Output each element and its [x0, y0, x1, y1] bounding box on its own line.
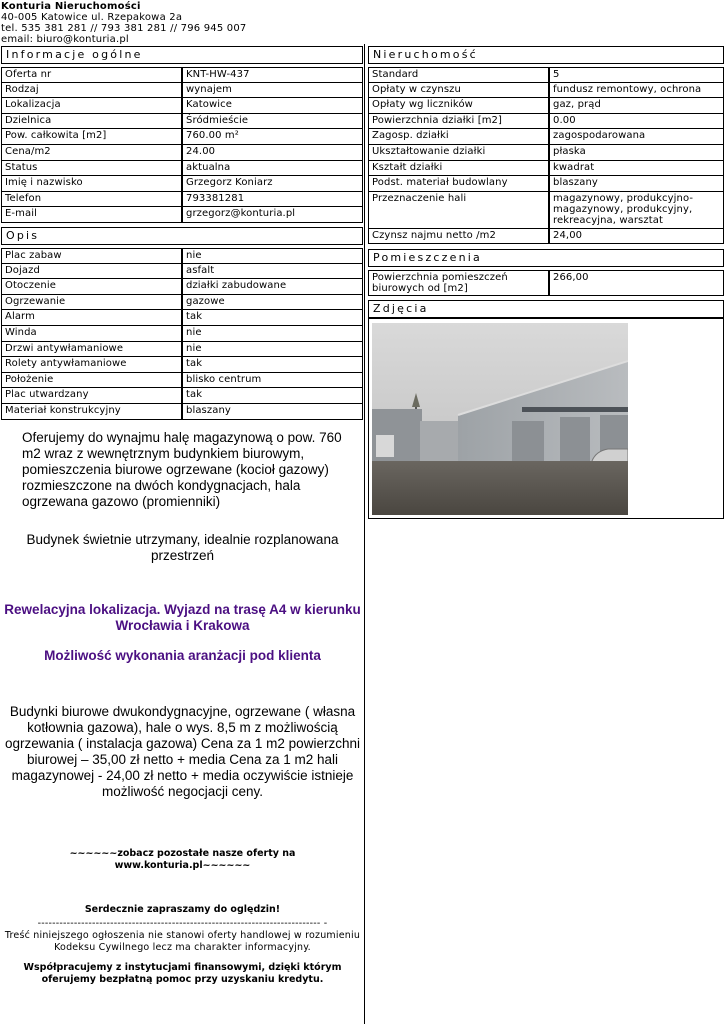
table-row	[368, 270, 724, 296]
company-header	[1, 1, 401, 45]
general-info-table	[1, 67, 363, 223]
desc-para-location: Rewelacyjna lokalizacja. Wyjazd na trasę A4 w kierunku Wrocławia i Krakowa	[4, 602, 361, 633]
table-row	[368, 176, 724, 192]
rooms-table	[368, 270, 724, 296]
table-row	[1, 207, 363, 223]
company-email: email: biuro@konturia.pl	[1, 34, 129, 45]
row-label: Powierzchnia działki [m2]	[368, 114, 549, 130]
row-label: Otoczenie	[1, 279, 182, 295]
table-row	[368, 98, 724, 114]
row-label: Kształt działki	[368, 161, 549, 177]
row-value: zagospodarowana	[549, 129, 724, 145]
property-table	[368, 67, 724, 244]
row-label: Położenie	[1, 373, 182, 389]
row-value: nie	[182, 326, 363, 342]
row-label: Materiał konstrukcyjny	[1, 404, 182, 420]
table-row	[368, 114, 724, 130]
section-title-description: Opis	[1, 227, 363, 245]
row-label: Winda	[1, 326, 182, 342]
row-label: Rodzaj	[1, 83, 182, 99]
section-title-general: Informacje ogólne	[1, 46, 363, 64]
row-value: nie	[182, 248, 363, 264]
row-label: Ukształtowanie działki	[368, 145, 549, 161]
offer-description	[2, 418, 363, 986]
row-value: gazowe	[182, 295, 363, 311]
row-label: Opłaty wg liczników	[368, 98, 549, 114]
table-row	[1, 129, 363, 145]
table-row	[368, 67, 724, 83]
table-row	[368, 192, 724, 229]
table-row	[1, 388, 363, 404]
table-row	[1, 326, 363, 342]
row-value: blisko centrum	[182, 373, 363, 389]
row-value: grzegorz@konturia.pl	[182, 207, 363, 223]
table-row	[1, 264, 363, 280]
row-value: działki zabudowane	[182, 279, 363, 295]
company-name: Konturia Nieruchomości	[1, 1, 141, 12]
table-row	[368, 145, 724, 161]
table-row	[1, 192, 363, 208]
row-label: Pow. całkowita [m2]	[1, 129, 182, 145]
row-label: Plac zabaw	[1, 248, 182, 264]
row-label: Standard	[368, 67, 549, 83]
row-label: Czynsz najmu netto /m2	[368, 229, 549, 245]
row-value: tak	[182, 388, 363, 404]
row-label: E-mail	[1, 207, 182, 223]
row-value: 24,00	[549, 229, 724, 245]
row-value: 760.00 m²	[182, 129, 363, 145]
row-value: tak	[182, 310, 363, 326]
row-value: kwadrat	[549, 161, 724, 177]
table-row	[1, 357, 363, 373]
row-value: Grzegorz Koniarz	[182, 176, 363, 192]
row-value: 0.00	[549, 114, 724, 130]
table-row	[368, 161, 724, 177]
row-value: płaska	[549, 145, 724, 161]
row-value: wynajem	[182, 83, 363, 99]
table-row	[1, 145, 363, 161]
table-row	[1, 248, 363, 264]
table-row	[1, 176, 363, 192]
row-value: Śródmieście	[182, 114, 363, 130]
table-row	[368, 83, 724, 99]
photo-frame	[368, 318, 724, 519]
row-label: Ogrzewanie	[1, 295, 182, 311]
row-label: Alarm	[1, 310, 182, 326]
row-value: nie	[182, 342, 363, 358]
row-value: blaszany	[549, 176, 724, 192]
divider-dashes: ------------------------------------------------------------------------------ -	[37, 918, 328, 929]
desc-para-1: Oferujemy do wynajmu halę magazynową o pow. 760 m2 wraz z wewnętrznym budynkiem biurowym, pomieszczenia biurowe ogrzewane (kocioł gazowy) rozmieszczone na dwóch kondygnacjach, hala ogrzewana gazowo (promienniki)	[22, 430, 342, 509]
row-label: Opłaty w czynszu	[368, 83, 549, 99]
row-value: aktualna	[182, 161, 363, 177]
table-row	[1, 373, 363, 389]
row-value: magazynowy, produkcyjno-magazynowy, produkcyjny, rekreacyjna, warsztat	[549, 192, 724, 229]
table-row	[1, 83, 363, 99]
row-value: 5	[549, 67, 724, 83]
row-label: Telefon	[1, 192, 182, 208]
description-table	[1, 248, 363, 420]
row-label: Zagosp. działki	[368, 129, 549, 145]
row-label: Cena/m2	[1, 145, 182, 161]
row-value: blaszany	[182, 404, 363, 420]
row-label: Imię i nazwisko	[1, 176, 182, 192]
table-row	[1, 98, 363, 114]
financing-note: Współpracujemy z instytucjami finansowymi, dzięki którym oferujemy bezpłatną pomoc przy uzyskaniu kredytu.	[23, 962, 342, 985]
row-label: Plac utwardzany	[1, 388, 182, 404]
company-phones: tel. 535 381 281 // 793 381 281 // 796 945 007	[1, 23, 247, 34]
desc-para-arrangement: Możliwość wykonania aranżacji pod klienta	[44, 648, 321, 663]
table-row	[1, 114, 363, 130]
column-divider	[364, 44, 365, 1024]
row-label: Lokalizacja	[1, 98, 182, 114]
row-label: Status	[1, 161, 182, 177]
invitation: Serdecznie zapraszamy do oględzin!	[84, 904, 281, 915]
table-row	[1, 342, 363, 358]
row-label: Oferta nr	[1, 67, 182, 83]
row-label: Podst. materiał budowlany	[368, 176, 549, 192]
table-row	[1, 279, 363, 295]
table-row	[1, 310, 363, 326]
desc-para-2: Budynek świetnie utrzymany, idealnie rozplanowana przestrzeń	[26, 532, 339, 563]
row-value: 266,00	[549, 270, 724, 296]
table-row	[1, 295, 363, 311]
row-value: 24.00	[182, 145, 363, 161]
table-row	[1, 161, 363, 177]
row-value: tak	[182, 357, 363, 373]
row-value: asfalt	[182, 264, 363, 280]
see-other-offers: ~~~~~~zobacz pozostałe nasze oferty na www.konturia.pl~~~~~~	[69, 848, 296, 871]
section-title-photos: Zdjęcia	[368, 300, 724, 318]
row-value: KNT-HW-437	[182, 67, 363, 83]
row-label: Dojazd	[1, 264, 182, 280]
company-address: 40-005 Katowice ul. Rzepakowa 2a	[1, 12, 183, 23]
row-value: fundusz remontowy, ochrona	[549, 83, 724, 99]
section-title-rooms: Pomieszczenia	[368, 249, 724, 267]
desc-para-buildings: Budynki biurowe dwukondygnacyjne, ogrzewane ( własna kotłownia gazowa), hale o wys. 8,5 m z możliwością ogrzewania ( instalacja gazowa) Cena za 1 m2 powierzchni biurowej – 35,00 zł netto + media Cena za 1 m2 hali magazynowej - 24,00 zł netto + media oczywiście istnieje możliwość negocjacji ceny.	[5, 704, 360, 799]
table-row	[368, 129, 724, 145]
table-row	[1, 67, 363, 83]
legal-disclaimer: Treść niniejszego ogłoszenia nie stanowi oferty handlowej w rozumieniu Kodeksu Cywilnego lecz ma charakter informacyjny.	[4, 930, 361, 953]
row-label: Rolety antywłamaniowe	[1, 357, 182, 373]
table-row	[368, 229, 724, 245]
row-value: Katowice	[182, 98, 363, 114]
row-label: Przeznaczenie hali	[368, 192, 549, 229]
row-value: gaz, prąd	[549, 98, 724, 114]
section-title-property: Nieruchomość	[368, 46, 724, 64]
row-value: 793381281	[182, 192, 363, 208]
row-label: Powierzchnia pomieszczeń biurowych od [m2]	[368, 270, 549, 296]
row-label: Dzielnica	[1, 114, 182, 130]
row-label: Drzwi antywłamaniowe	[1, 342, 182, 358]
warehouse-photo[interactable]	[372, 323, 628, 515]
